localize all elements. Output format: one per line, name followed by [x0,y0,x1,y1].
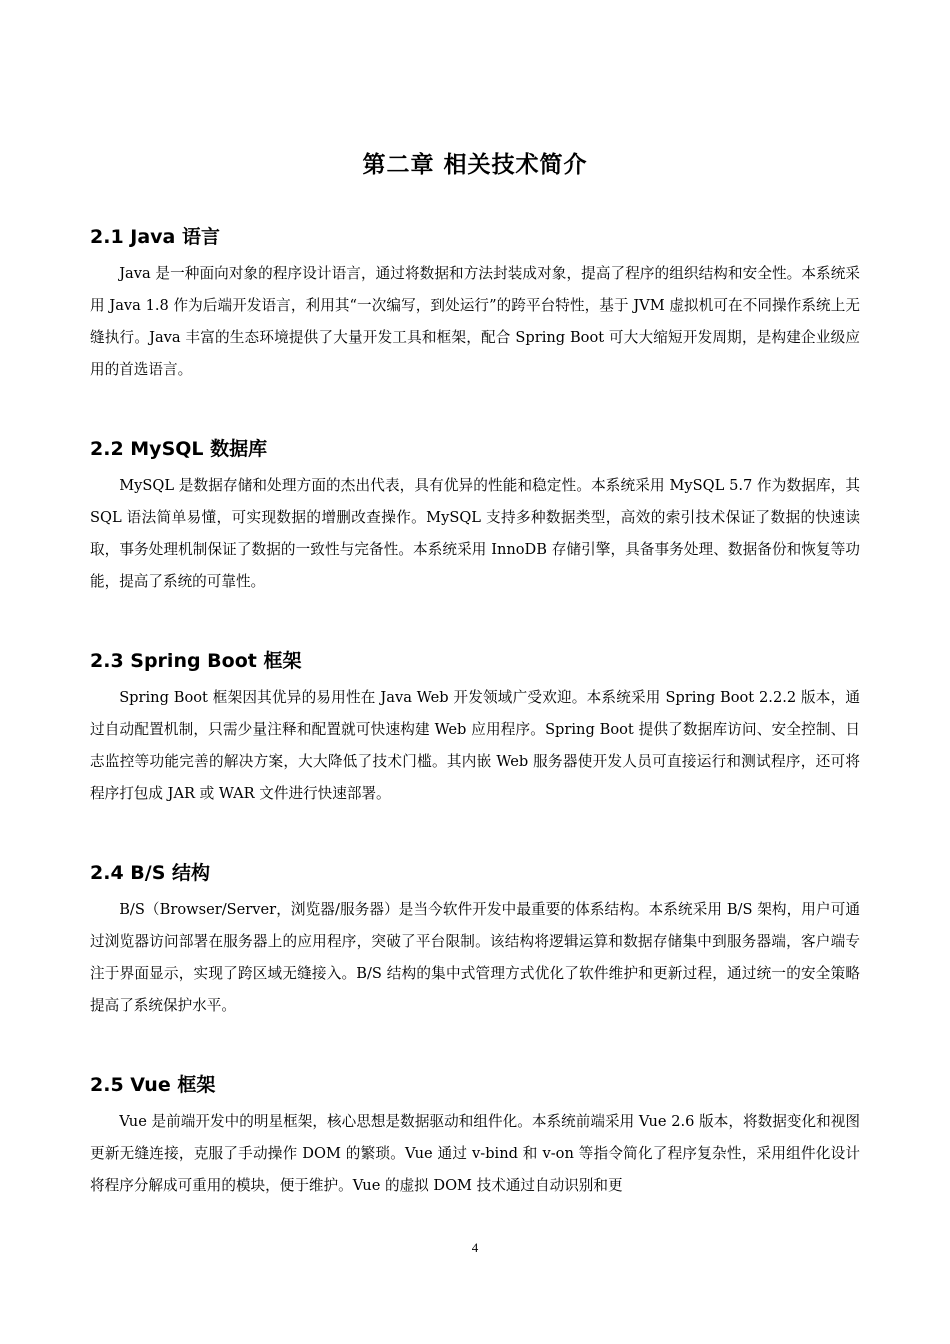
chapter-title: 第二章 相关技术简介 [362,152,588,178]
section-body: Spring Boot 框架因其优异的易用性在 Java Web 开发领域广受欢迎。本系统采用 Spring Boot 2.2.2 版本，通过自动配置机制，只需少量注释和配置就可快速构建 Web 应用程序。Spring Boot 提供了数据库访问、安全控制、日志监控等功能完善的解决方案，大大降低了技术门槛。其内嵌 Web 服务器使开发人员可直接运行和测试程序，还可将程序打包成 JAR 或 WAR 文件进行快速部署。 [90,689,860,802]
section-heading: 2.1 Java 语言 [90,226,220,248]
section-java [90,222,860,386]
section-vue [90,1070,860,1202]
section-spring-boot [90,646,860,810]
section-heading: 2.4 B/S 结构 [90,862,210,884]
section-heading: 2.5 Vue 框架 [90,1074,216,1096]
section-body: Vue 是前端开发中的明星框架，核心思想是数据驱动和组件化。本系统前端采用 Vue 2.6 版本，将数据变化和视图更新无缝连接，克服了手动操作 DOM 的繁琐。Vue 通过 v-bind 和 v-on 等指令简化了程序复杂性，采用组件化设计将程序分解成可重用的模块，便于维护。Vue 的虚拟 DOM 技术通过自动识别和更 [90,1113,860,1194]
section-body: Java 是一种面向对象的程序设计语言，通过将数据和方法封装成对象，提高了程序的组织结构和安全性。本系统采用 Java 1.8 作为后端开发语言，利用其“一次编写，到处运行”的跨平台特性，基于 JVM 虚拟机可在不同操作系统上无缝执行。Java 丰富的生态环境提供了大量开发工具和框架，配合 Spring Boot 可大大缩短开发周期，是构建企业级应用的首选语言。 [90,265,860,378]
section-heading: 2.3 Spring Boot 框架 [90,650,302,672]
section-mysql [90,434,860,598]
section-heading: 2.2 MySQL 数据库 [90,438,268,460]
section-body: B/S（Browser/Server，浏览器/服务器）是当今软件开发中最重要的体系结构。本系统采用 B/S 架构，用户可通过浏览器访问部署在服务器上的应用程序，突破了平台限制。该结构将逻辑运算和数据存储集中到服务器端，客户端专注于界面显示，实现了跨区域无缝接入。B/S 结构的集中式管理方式优化了软件维护和更新过程，通过统一的安全策略提高了系统保护水平。 [90,901,860,1014]
section-bs-structure [90,858,860,1022]
page-number: 4 [471,1240,479,1255]
section-body: MySQL 是数据存储和处理方面的杰出代表，具有优异的性能和稳定性。本系统采用 MySQL 5.7 作为数据库，其 SQL 语法简单易懂，可实现数据的增删改查操作。MySQL 支持多种数据类型，高效的索引技术保证了数据的快速读取，事务处理机制保证了数据的一致性与完备性。本系统采用 InnoDB 存储引擎，具备事务处理、数据备份和恢复等功能，提高了系统的可靠性。 [90,477,860,590]
